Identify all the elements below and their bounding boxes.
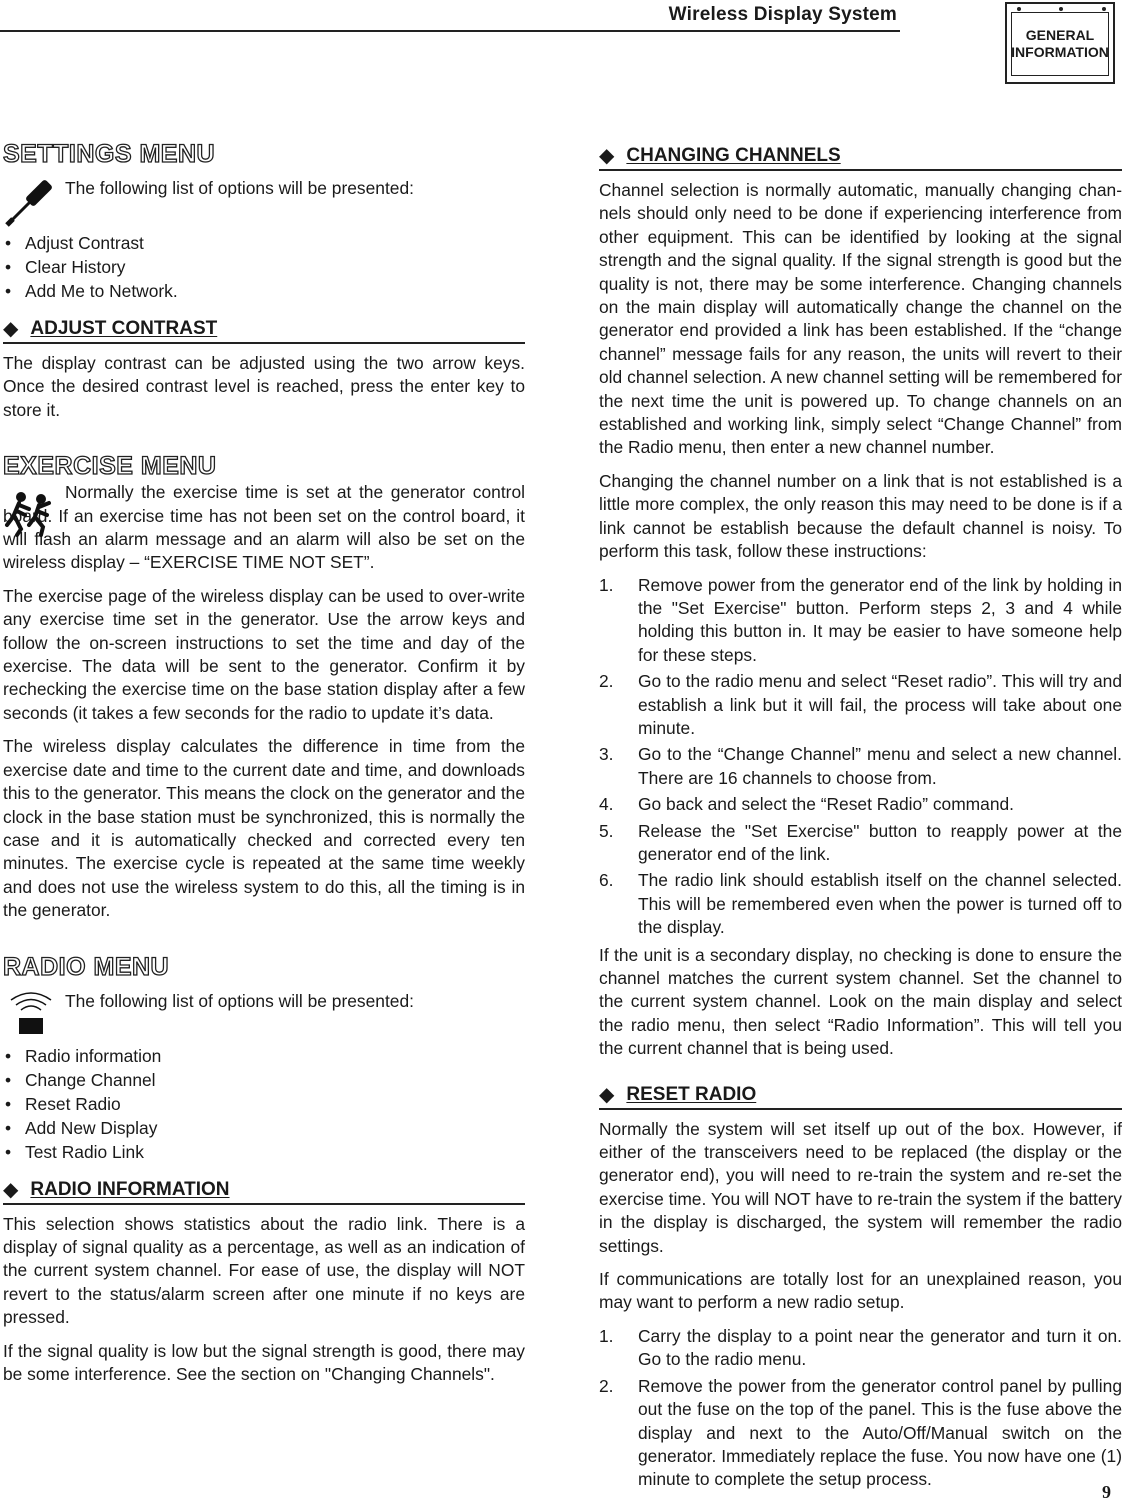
left-column [3, 140, 525, 1396]
radio-intro: The following list of options will be presented: [65, 990, 414, 1011]
header-title: Wireless Display System [668, 4, 897, 25]
reset-radio-heading-text: RESET RADIO [626, 1083, 757, 1105]
exercise-p1: Normally the exercise time is set at the generator control board. If an exercise time has not been set on the control board, it will flash an alarm message and an alarm will also be set on the wireless display – “EXERCISE TIME NOT SET”. [3, 482, 525, 573]
radio-information-p2: If the signal quality is low but the signal strength is good, there may be some interference. See the section on "Changing Channels". [3, 1340, 525, 1384]
list-item: • Add New Display [3, 1116, 525, 1140]
step-number: 1. [599, 574, 614, 595]
radio-antenna-icon [3, 986, 65, 1042]
step-text: The radio link should establish itself on the channel selected. This will be remembered even when the power is turned off to the display. [638, 870, 1122, 938]
list-item: • Radio information [3, 1044, 525, 1068]
tab-dot [1059, 7, 1063, 11]
tab-label-line1: GENERAL [1025, 27, 1095, 43]
reset-radio-p2: If communications are totally lost for an unexplained reason, you may want to perform a new radio setup. [599, 1269, 1122, 1313]
step-text: Go back and select the “Reset Radio” command. [638, 794, 1015, 815]
list-item [599, 869, 1122, 939]
radio-information-heading [3, 1178, 525, 1205]
step-text: Remove power from the generator end of the link by holding in the "Set Exercise" button. Perform steps 2, 3 and 4 while holding this button in. It may be easier to have someone help for these steps. [638, 574, 1122, 665]
header-rule [0, 30, 900, 32]
tab-label-line2: INFORMATION [1011, 44, 1109, 60]
radio-intro-row [3, 986, 525, 1044]
list-item [599, 1325, 1122, 1372]
adjust-contrast-heading [3, 317, 525, 344]
diamond-icon: ◆ [599, 1083, 615, 1106]
list-item [599, 574, 1122, 668]
right-column [599, 140, 1122, 1496]
channel-steps-list [599, 574, 1122, 940]
radio-menu-title: RADIO MENU [3, 952, 170, 981]
tab-label [1011, 12, 1109, 76]
list-item: • Adjust Contrast [3, 231, 525, 255]
list-item: • Test Radio Link [3, 1140, 525, 1164]
diamond-icon: ◆ [3, 318, 19, 340]
reset-steps-list [599, 1325, 1122, 1492]
list-item [599, 1375, 1122, 1492]
changing-channels-heading [599, 144, 1122, 171]
radio-options-list [3, 1044, 525, 1164]
exercise-menu-title: EXERCISE MENU [3, 452, 217, 481]
step-text: Go to the “Change Channel” menu and select a new channel. There are 16 channels to choose from. [638, 744, 1122, 788]
step-number: 6. [599, 870, 614, 891]
tab-dot [1102, 7, 1106, 11]
list-item [599, 820, 1122, 867]
settings-intro: The following list of options will be presented: [65, 178, 414, 198]
step-text: Release the "Set Exercise" button to reapply power at the generator end of the link. [638, 820, 1122, 864]
changing-channels-p3: If the unit is a secondary display, no checking is done to ensure the channel matches the current system channel. Set the channel to the current system channel. Look on the main display and select the radio menu, then select “Radio Information”. This will tell you the current channel that is being used. [599, 944, 1122, 1059]
list-item [599, 793, 1122, 816]
step-text: Remove the power from the generator control panel by pulling out the fuse on the top of the panel. This is the fuse above the display and next to the Auto/Off/Manual switch on the generator. Immediately replace the fuse. You now have one (1) minute to complete the setup process. [638, 1375, 1122, 1490]
list-item [599, 743, 1122, 790]
list-item [599, 670, 1122, 740]
list-item: • Reset Radio [3, 1092, 525, 1116]
list-item: • Clear History [3, 255, 525, 279]
changing-channels-heading-text: CHANGING CHANNELS [626, 145, 841, 166]
diamond-icon: ◆ [599, 145, 615, 167]
radio-information-p1: This selection shows statistics about the radio link. There is a display of signal quality as a percentage, as well as an indication of the current system channel. For ease of use, the display will NOT revert to the status/alarm screen after one minute if no keys are pressed. [3, 1213, 525, 1328]
changing-channels-p1: Channel selection is normally automatic, manually changing chan-nels should only need to be done if experiencing interference from other equipment. This can be identified by looking at the signal strength and the signal quality. If the signal strength is good but the quality is not, there may be some interference. Changing channels on the main display will automatically change the channel on the generator end provided a link has been established. If the “change channel” message fails for any reason, the units will revert to their old channel selection. A new channel setting will be remembered for the next time the unit is powered up. To change channels on an established and working link, simply select “Change Channel” from the Radio menu, then enter a new channel number. [599, 180, 1122, 458]
screwdriver-icon [3, 173, 65, 229]
exercise-p3: The wireless display calculates the difference in time from the exercise date and time to the current date and time, and downloads this to the generator. This means the clock on the generator and the clock in the base station must be synchronized, this is normally the case and it is automatically checked and corrected every ten minutes. The exercise cycle is repeated at the same time weekly and does not use the wireless system to do this, all the timing is in the generator. [3, 736, 525, 921]
tab-dot [1017, 7, 1021, 11]
reset-radio-heading [599, 1083, 1122, 1110]
reset-radio-p1: Normally the system will set itself up out of the box. However, if either of the transceivers need to be replaced (the display or the generator end), you will need to re-train the system and re-set the exercise time. You will NOT have to re-train the system if the battery in the display is discharged, the system will remember the radio settings. [599, 1118, 1122, 1256]
step-number: 4. [599, 794, 614, 815]
exercise-p2: The exercise page of the wireless display can be used to over-write any exercise time set in the generator. Use the arrow keys and follow the on-screen instructions to set the time and day of the exercise. The data will be sent to the generator. Confirm it by rechecking the exercise time on the base station display after a few seconds (it takes a few seconds for the radio to update it’s data. [3, 585, 525, 723]
adjust-contrast-heading-text: ADJUST CONTRAST [30, 318, 218, 339]
step-number: 2. [599, 671, 614, 692]
adjust-contrast-body: The display contrast can be adjusted using the two arrow keys. Once the desired contrast level is reached, press the enter key to store it. [3, 353, 525, 420]
diamond-icon: ◆ [3, 1178, 19, 1201]
settings-options-list [3, 231, 525, 303]
runners-icon [3, 485, 65, 541]
step-number: 2. [599, 1375, 614, 1396]
step-text: Go to the radio menu and select “Reset radio”. This will try and establish a link but it will fail, the process will take about one minute. [638, 671, 1122, 738]
page-number: 9 [1102, 1482, 1111, 1502]
changing-channels-p2: Changing the channel number on a link that is not established is a little more complex, the only reason this may need to be done is if a link cannot be establish because the default channel is noisy. To perform this task, follow these instructions: [599, 470, 1122, 562]
radio-information-heading-text: RADIO INFORMATION [30, 1178, 230, 1200]
step-number: 5. [599, 820, 614, 841]
settings-intro-row [3, 173, 525, 231]
settings-menu-title: SETTINGS MENU [3, 140, 216, 168]
section-tab [1005, 2, 1115, 84]
step-number: 3. [599, 744, 614, 765]
step-text: Carry the display to a point near the generator and turn it on. Go to the radio menu. [638, 1325, 1122, 1370]
step-number: 1. [599, 1325, 614, 1346]
list-item: • Add Me to Network. [3, 279, 525, 303]
list-item: • Change Channel [3, 1068, 525, 1092]
